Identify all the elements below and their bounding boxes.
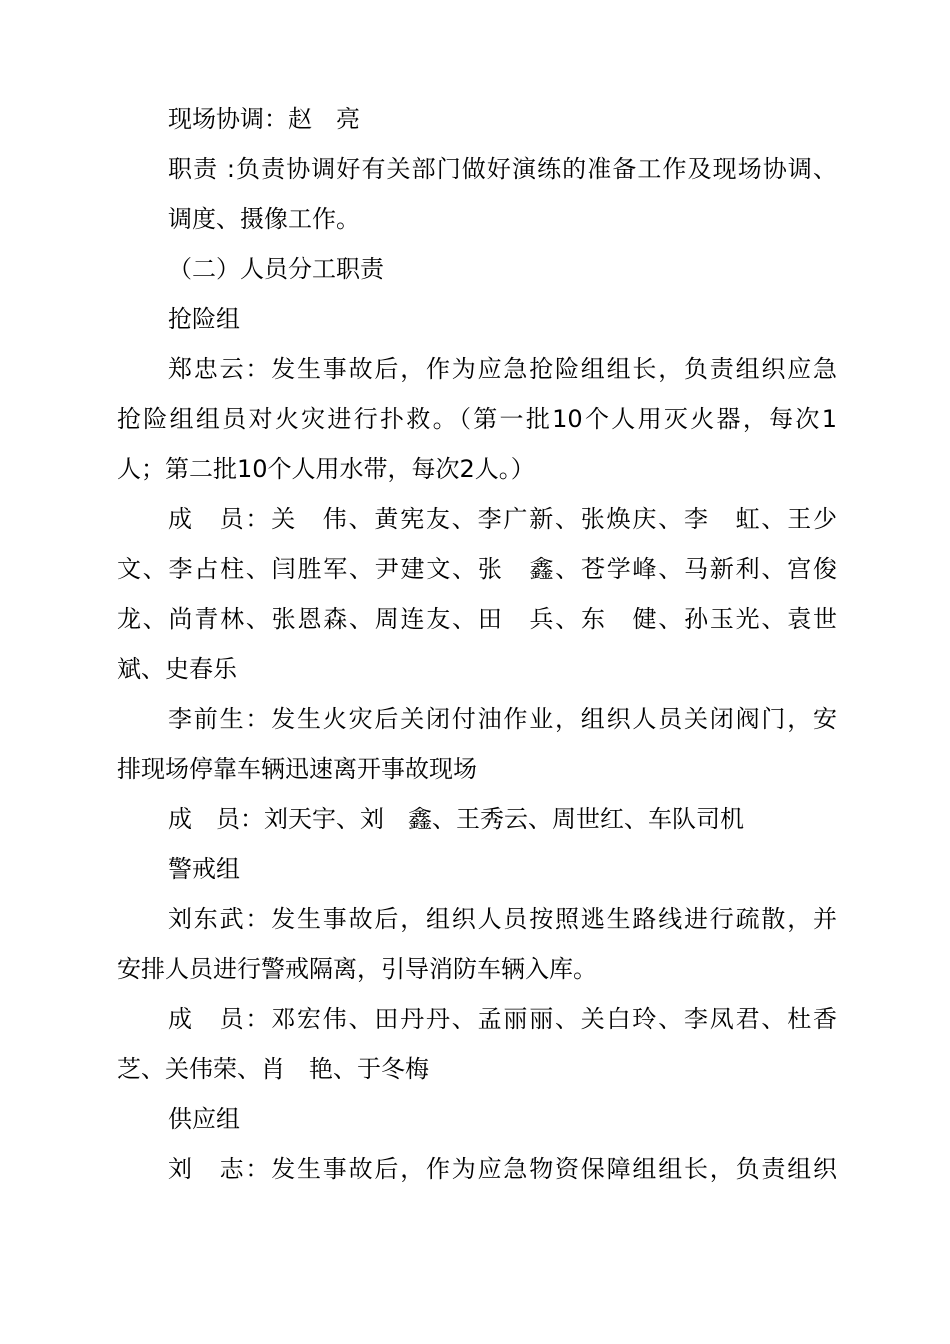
text-line: 刘 志：发生事故后，作为应急物资保障组组长，负责组织: [168, 1155, 837, 1183]
text-line: 斌、史春乐: [117, 655, 237, 683]
group-heading: 供应组: [168, 1105, 240, 1133]
text-line: 抢险组组员对火灾进行扑救。（第一批10个人用灭火器，每次1: [117, 405, 837, 433]
group-heading: 抢险组: [168, 305, 240, 333]
text-line: 文、李占柱、闫胜军、尹建文、张 鑫、苍学峰、马新利、宫俊: [117, 555, 837, 583]
text-line: 李前生：发生火灾后关闭付油作业，组织人员关闭阀门，安: [168, 705, 837, 733]
text-line: 成 员：邓宏伟、田丹丹、孟丽丽、关白玲、李凤君、杜香: [168, 1005, 837, 1033]
text-line: 成 员：刘天宇、刘 鑫、王秀云、周世红、车队司机: [168, 805, 744, 833]
text-line: 成 员：关 伟、黄宪友、李广新、张焕庆、李 虹、王少: [168, 505, 837, 533]
text-line: 芝、关伟荣、肖 艳、于冬梅: [117, 1055, 429, 1083]
text-line: 郑忠云：发生事故后，作为应急抢险组组长，负责组织应急: [168, 355, 837, 383]
text-line: 龙、尚青林、张恩森、周连友、田 兵、东 健、孙玉光、袁世: [117, 605, 837, 633]
group-heading: 警戒组: [168, 855, 240, 883]
text-line: 调度、摄像工作。: [168, 205, 360, 233]
text-line: 安排人员进行警戒隔离，引导消防车辆入库。: [117, 955, 597, 983]
text-line: 现场协调：赵 亮: [168, 105, 360, 133]
text-line: 刘东武：发生事故后，组织人员按照逃生路线进行疏散，并: [168, 905, 837, 933]
text-line: 职责 :负责协调好有关部门做好演练的准备工作及现场协调、: [168, 155, 837, 183]
document-page: [117, 94, 837, 1194]
section-heading: （二）人员分工职责: [168, 255, 384, 283]
text-line: 人；第二批10个人用水带，每次2人。）: [117, 455, 535, 483]
text-line: 排现场停靠车辆迅速离开事故现场: [117, 755, 477, 783]
